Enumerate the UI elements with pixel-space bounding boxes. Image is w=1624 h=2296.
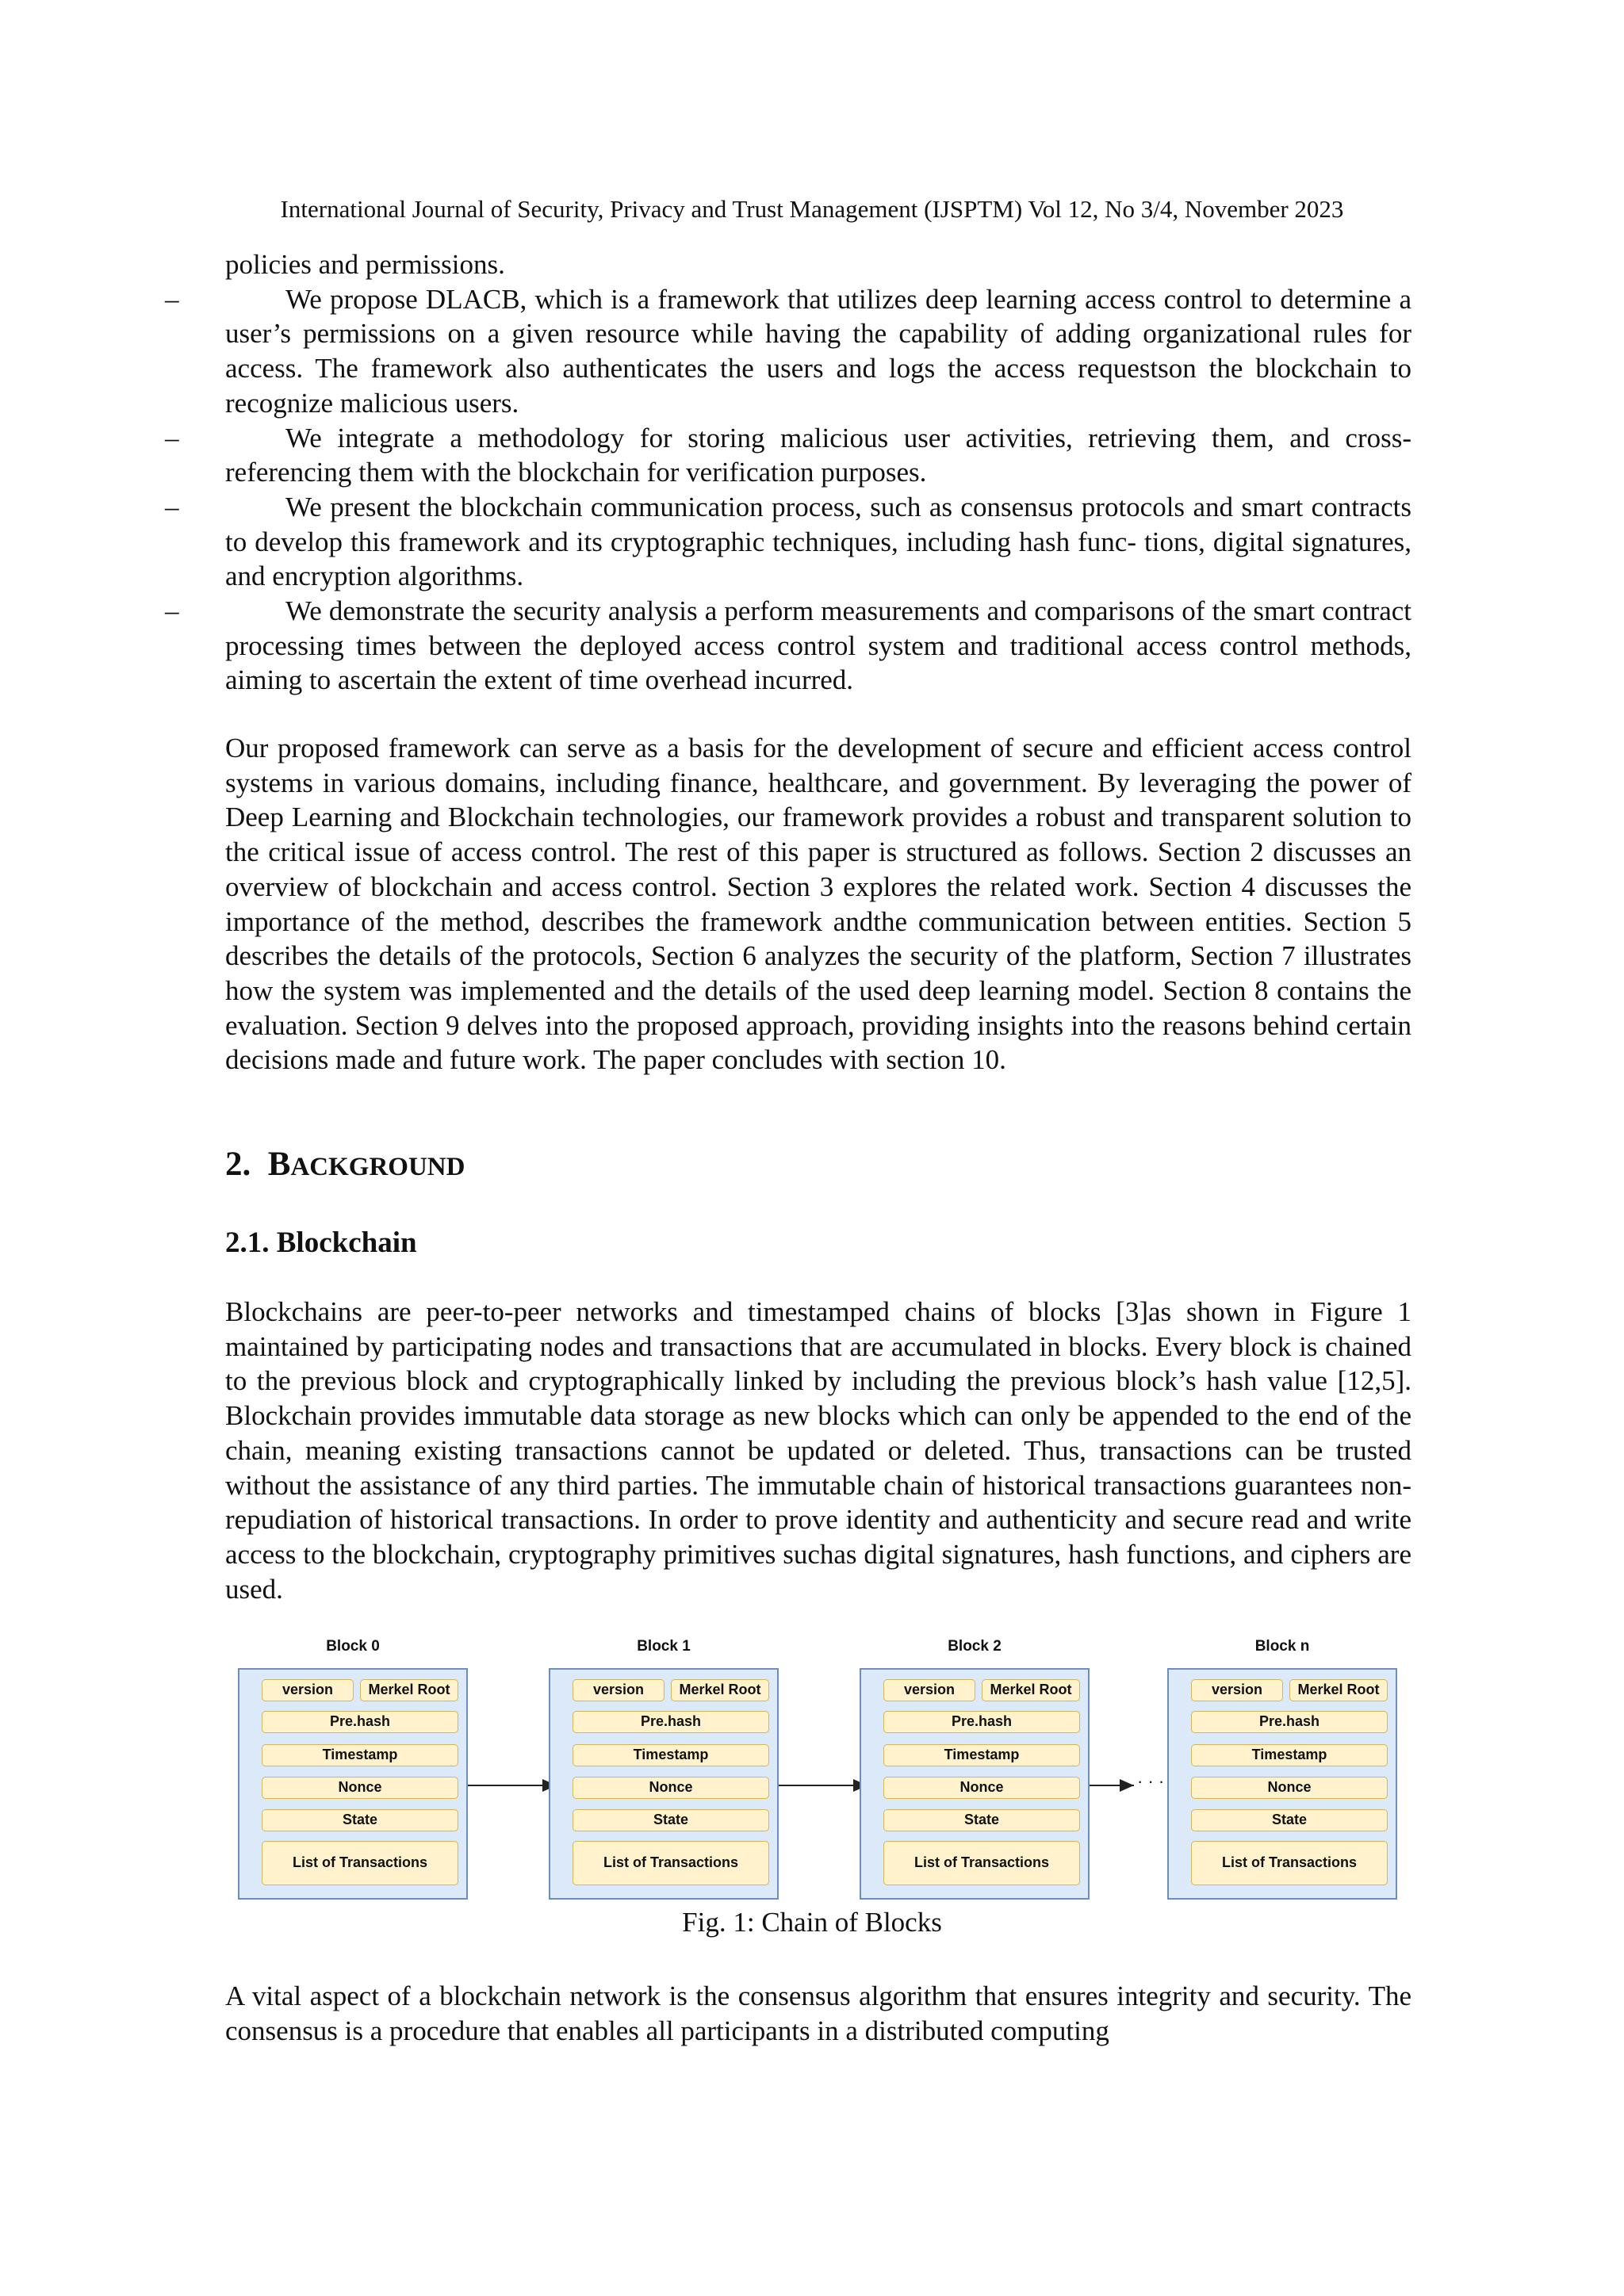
blockchain-paragraph: Blockchains are peer-to-peer networks and timestamped chains of blocks [3]as shown in Figure 1 maintained by participating nodes and transactions that are accumulated in blocks. Every block is chained to the previous block and cryptographically linked by including the previous block’s hash value [12,5]. Blockchain provides immutable data storage as new blocks which can only be appended to the end of the chain, meaning existing transactions cannot be updated or deleted. Thus, transactions can be trusted without the assistance of any third parties. The immutable chain of historical transactions guarantees non-repudiation of historical transactions. In order to prove identity and authenticity and secure read and write access to the blockchain, cryptography primitives suchas digital signatures, hash functions, and ciphers are used. [225, 1296, 1411, 1605]
ellipsis-text: · · · [1137, 1771, 1165, 1791]
transactions-field: List of Transactions [262, 1841, 458, 1885]
timestamp-field: Timestamp [883, 1744, 1080, 1766]
merkle-root-field: Merkel Root [982, 1679, 1080, 1701]
contribution-bullet: – We demonstrate the security analysis a perform measurements and comparisons of the smart contract processing times between the deployed access control system and traditional access control methods, aiming to ascertain the extent of time overhead incurred. [165, 595, 1411, 696]
timestamp-field: Timestamp [1191, 1744, 1388, 1766]
block [549, 1668, 779, 1900]
transactions-field: List of Transactions [1191, 1841, 1388, 1885]
state-field: State [262, 1809, 458, 1831]
state-field: State [1191, 1809, 1388, 1831]
section-heading: 2. BACKGROUND [225, 1146, 465, 1183]
nonce-field: Nonce [262, 1777, 458, 1799]
transactions-field: List of Transactions [883, 1841, 1080, 1885]
prehash-field: Pre.hash [262, 1711, 458, 1733]
intro-text [165, 247, 1411, 698]
nonce-field: Nonce [573, 1777, 769, 1799]
version-field: version [1191, 1679, 1283, 1701]
merkle-root-field: Merkel Root [360, 1679, 458, 1701]
prehash-field: Pre.hash [1191, 1711, 1388, 1733]
version-field: version [262, 1679, 354, 1701]
intro-tail: policies and permissions. [225, 249, 505, 280]
subsection-heading: 2.1. Blockchain [225, 1226, 417, 1259]
prehash-field: Pre.hash [573, 1711, 769, 1733]
block-title: Block 1 [637, 1638, 691, 1655]
nonce-field: Nonce [1191, 1777, 1388, 1799]
bullet-dash: – [165, 491, 179, 522]
version-field: version [573, 1679, 665, 1701]
contribution-bullet: – We propose DLACB, which is a framework that utilizes deep learning access control to determine a user’s permissions on a given resource while having the capability of adding organizational rules for access. The framework also authenticates the users and logs the access requestson the blockchain to recognize malicious users. [165, 283, 1411, 419]
merkle-root-field: Merkel Root [671, 1679, 769, 1701]
block-title: Block n [1254, 1638, 1310, 1655]
block-title: Block 2 [948, 1638, 1002, 1655]
contribution-bullet: – We integrate a methodology for storing malicious user activities, retrieving them, and cross-referencing them with the blockchain for verification purposes. [165, 422, 1411, 488]
nonce-field: Nonce [883, 1777, 1080, 1799]
block [238, 1668, 468, 1900]
chain-of-blocks-figure [238, 1638, 1411, 1915]
block [1167, 1668, 1397, 1900]
timestamp-field: Timestamp [573, 1744, 769, 1766]
bullet-dash: – [165, 595, 179, 627]
version-field: version [883, 1679, 975, 1701]
prehash-field: Pre.hash [883, 1711, 1080, 1733]
block [860, 1668, 1090, 1900]
bullet-dash: – [165, 283, 179, 315]
figure-caption: Fig. 1: Chain of Blocks [682, 1907, 942, 1938]
block-title: Block 0 [326, 1638, 380, 1655]
bullet-dash: – [165, 422, 179, 453]
consensus-paragraph: A vital aspect of a blockchain network is the consensus algorithm that ensures integrity and security. The consensus is a procedure that enables all participants in a distributed computing [225, 1980, 1411, 2046]
overview-paragraph: Our proposed framework can serve as a basis for the development of secure and efficient access control systems in various domains, including finance, healthcare, and government. By leveraging the power of Deep Learning and Blockchain technologies, our framework provides a robust and transparent solution to the critical issue of access control. The rest of this paper is structured as follows. Section 2 discusses an overview of blockchain and access control. Section 3 explores the related work. Section 4 discusses the importance of the method, describes the framework andthe communication between entities. Section 5 describes the details of the protocols, Section 6 analyzes the security of the platform, Section 7 illustrates how the system was implemented and the details of the used deep learning model. Section 8 contains the evaluation. Section 9 delves into the proposed approach, providing insights into the reasons behind certain decisions made and future work. The paper concludes with section 10. [225, 733, 1411, 1076]
transactions-field: List of Transactions [573, 1841, 769, 1885]
contribution-bullet: – We present the blockchain communication process, such as consensus protocols and smart contracts to develop this framework and its cryptographic techniques, including hash func- tions, digital signatures, and encryption algorithms. [165, 491, 1411, 592]
merkle-root-field: Merkel Root [1289, 1679, 1388, 1701]
state-field: State [573, 1809, 769, 1831]
timestamp-field: Timestamp [262, 1744, 458, 1766]
state-field: State [883, 1809, 1080, 1831]
running-header: International Journal of Security, Privacy and Trust Management (IJSPTM) Vol 12, No 3/4, November 2023 [280, 195, 1344, 223]
